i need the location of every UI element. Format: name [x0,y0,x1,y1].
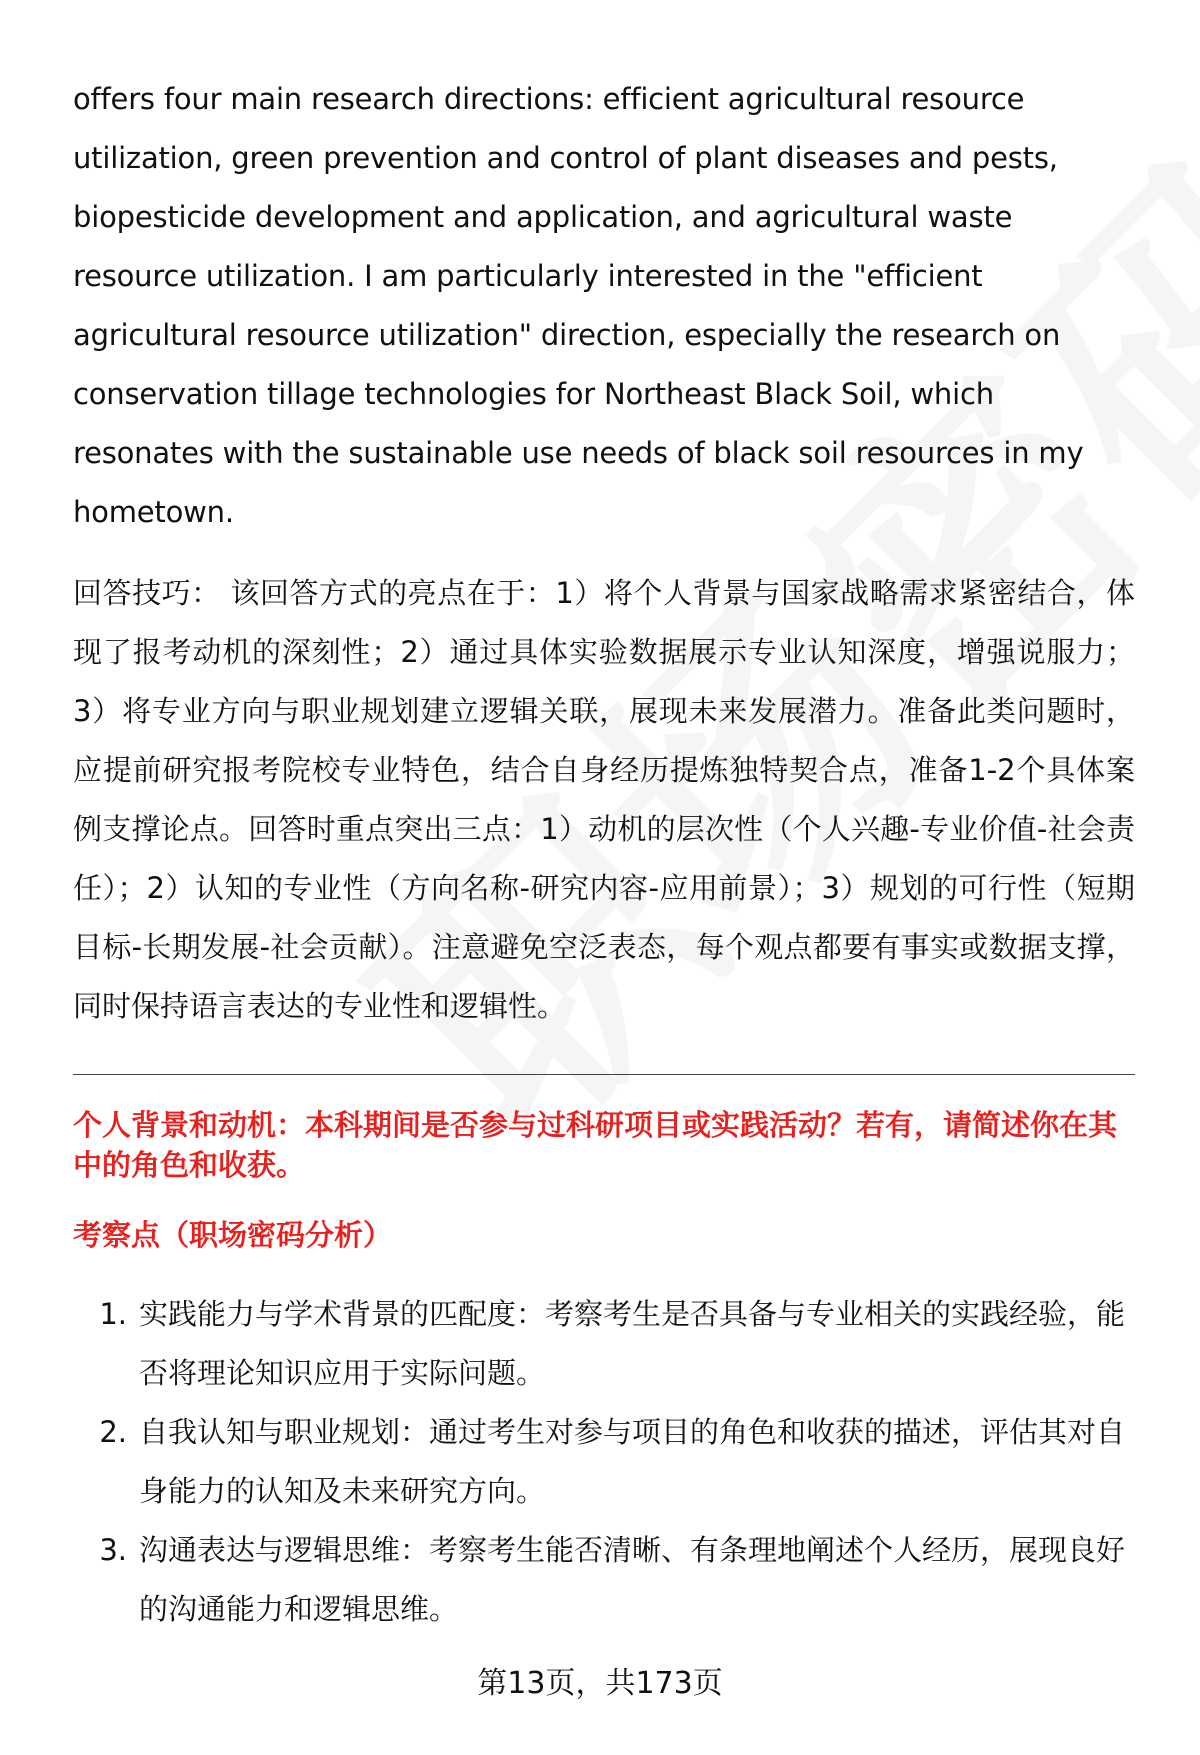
list-text: 自我认知与职业规划：通过考生对参与项目的角色和收获的描述，评估其对自身能力的认知及未来研究方向。 [139,1415,1126,1508]
list-number: 3. [99,1533,127,1567]
list-item [73,1521,1135,1639]
list-number: 2. [99,1415,127,1449]
list-item [73,1403,1135,1521]
intro-paragraph: offers four main research directions: efficient agricultural resource utilization, green prevention and control of plant diseases and pests, biopesticide development and application, and agricultural waste resource utilization. I am particularly interested in the "efficient agricultural resource utilization" direction, especially the research on conservation tillage technologies for Northeast Black Soil, which resonates with the sustainable use needs of black soil resources in my hometown. [73,82,1084,529]
document-page [73,70,1135,1639]
list-number: 1. [99,1297,127,1331]
list-text: 实践能力与学术背景的匹配度：考察考生是否具备与专业相关的实践经验，能否将理论知识应用于实际问题。 [139,1297,1126,1390]
tips-paragraph: 回答技巧： 该回答方式的亮点在于：1）将个人背景与国家战略需求紧密结合，体现了报考动机的深刻性；2）通过具体实验数据展示专业认知深度，增强说服力；3）将专业方向与职业规划建立逻辑关联，展现未来发展潜力。准备此类问题时，应提前研究报考院校专业特色，结合自身经历提炼独特契合点，准备1-2个具体案例支撑论点。回答时重点突出三点：1）动机的层次性（个人兴趣-专业价值-社会责任）；2）认知的专业性（方向名称-研究内容-应用前景）；3）规划的可行性（短期目标-长期发展-社会贡献）。注意避免空泛表态，每个观点都要有事实或数据支撑，同时保持语言表达的专业性和逻辑性。 [73,576,1135,1023]
points-list [73,1285,1135,1639]
list-text: 沟通表达与逻辑思维：考察考生能否清晰、有条理地阐述个人经历，展现良好的沟通能力和逻辑思维。 [139,1533,1126,1626]
question-heading: 个人背景和动机：本科期间是否参与过科研项目或实践活动？若有，请简述你在其中的角色和收获。 [73,1108,1118,1182]
subheading: 考察点（职场密码分析） [73,1218,393,1252]
list-item [73,1285,1135,1403]
page-footer: 第13页，共173页 [477,1666,723,1701]
divider [73,1074,1135,1075]
